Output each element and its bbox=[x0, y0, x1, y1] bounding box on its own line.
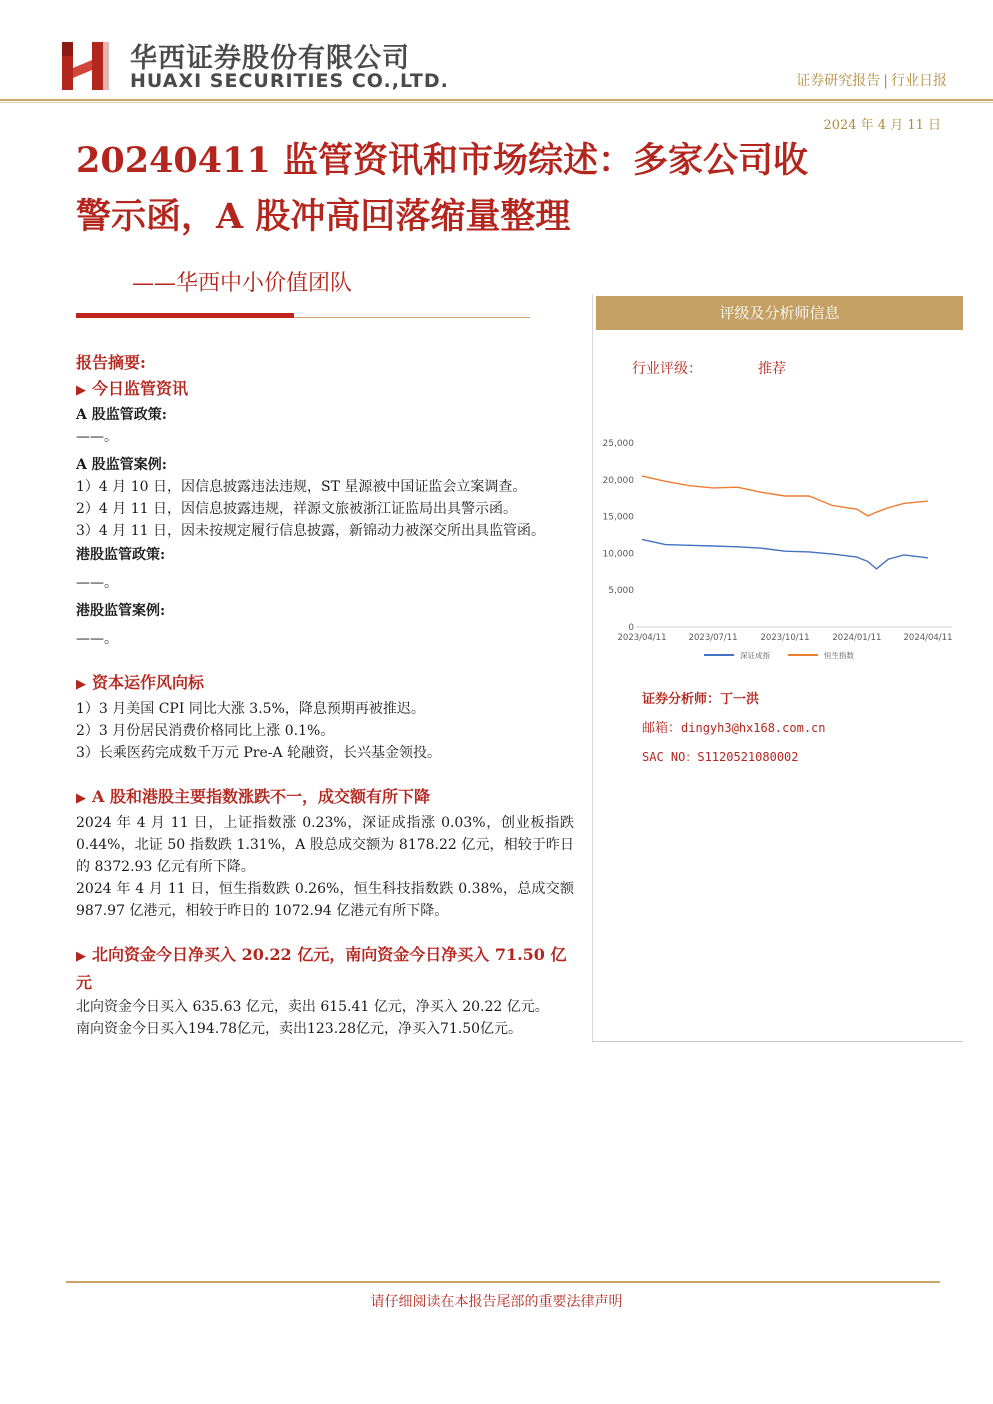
paragraph: 2）3 月份居民消费价格同比上涨 0.1%。 bbox=[76, 723, 335, 739]
paragraph: 3）长乘医药完成数千万元 Pre-A 轮融资，长兴基金领投。 bbox=[76, 745, 442, 761]
legend-label: 深证成指 bbox=[740, 651, 770, 660]
footer-divider bbox=[66, 1281, 940, 1283]
report-title-line1: 20240411 监管资讯和市场综述：多家公司收 bbox=[76, 140, 809, 181]
section-title-text: A 股和港股主要指数涨跌不一，成交额有所下降 bbox=[92, 787, 430, 806]
report-subtype-label: 行业日报 bbox=[891, 73, 947, 89]
company-name-en: HUAXI SECURITIES CO.,LTD. bbox=[130, 70, 449, 92]
section-title-text: 今日监管资讯 bbox=[92, 379, 189, 398]
paragraph: 2024 年 4 月 11 日，上证指数涨 0.23%，深证成指涨 0.03%，创业板指跌 0.44%，北证 50 指数跌 1.31%，A 股总成交额为 8178.22 亿元，相较于昨日的 8372.93 亿元有所下降。 bbox=[76, 815, 574, 875]
report-title-line2: 警示函，A 股冲高回落缩量整理 bbox=[76, 196, 571, 237]
triangle-bullet-icon: ▶ bbox=[76, 383, 86, 398]
paragraph: ——。 bbox=[76, 575, 118, 591]
rating-panel bbox=[592, 294, 963, 1042]
paragraph: 北向资金今日买入 635.63 亿元，卖出 615.41 亿元，净买入 20.22 亿元。 bbox=[76, 999, 549, 1015]
title-divider-accent bbox=[76, 313, 294, 318]
x-tick-label: 2023/04/11 bbox=[617, 633, 667, 643]
paragraph: 3）4 月 11 日，因未按规定履行信息披露，新锦动力被深交所出具监管函。 bbox=[76, 523, 545, 539]
x-tick-label: 2023/10/11 bbox=[760, 633, 810, 643]
section-title-text: 资本运作风向标 bbox=[92, 673, 205, 692]
subsection-title: 港股监管案例: bbox=[76, 603, 166, 619]
y-tick-label: 25,000 bbox=[602, 439, 634, 449]
index-line-chart bbox=[596, 430, 960, 666]
subsection-title: A 股监管政策: bbox=[76, 407, 167, 423]
triangle-bullet-icon: ▶ bbox=[76, 949, 86, 964]
analyst-row bbox=[642, 685, 826, 714]
section-title bbox=[76, 784, 574, 812]
report-title bbox=[76, 133, 926, 245]
x-tick-label: 2024/01/11 bbox=[832, 633, 882, 643]
company-name-cn: 华西证券股份有限公司 bbox=[130, 43, 410, 74]
report-date: 2024 年 4 月 11 日 bbox=[823, 118, 941, 133]
summary-heading: 报告摘要: bbox=[76, 353, 146, 372]
legend-label: 恒生指数 bbox=[824, 651, 854, 660]
report-type-label: 证券研究报告 bbox=[796, 73, 881, 89]
paragraph: 南向资金今日买入194.78亿元，卖出123.28亿元，净买入71.50亿元。 bbox=[76, 1021, 523, 1037]
industry-rating-label: 行业评级： bbox=[632, 361, 702, 377]
paragraph: 1）4 月 10 日，因信息披露违法违规，ST 星源被中国证监会立案调查。 bbox=[76, 479, 527, 495]
analyst-label: 证券分析师： bbox=[642, 692, 721, 707]
analyst-name: 丁一洪 bbox=[720, 692, 760, 707]
paragraph: 2）4 月 11 日，因信息披露违规，祥源文旅被浙江证监局出具警示函。 bbox=[76, 501, 517, 517]
series-line-hsi bbox=[642, 476, 928, 516]
paragraph: 2024 年 4 月 11 日，恒生指数跌 0.26%，恒生科技指数跌 0.38%，总成交额 987.97 亿港元，相较于昨日的 1072.94 亿港元有所下降。 bbox=[76, 881, 574, 919]
report-type bbox=[796, 70, 947, 90]
report-summary bbox=[76, 350, 574, 1040]
sac-label: SAC NO： bbox=[642, 750, 698, 764]
sac-number: S1120521080002 bbox=[697, 750, 799, 764]
subsection-title: A 股监管案例: bbox=[76, 457, 167, 473]
triangle-bullet-icon: ▶ bbox=[76, 677, 86, 692]
paragraph: 1）3 月美国 CPI 同比大涨 3.5%，降息预期再被推迟。 bbox=[76, 701, 425, 717]
chart-svg bbox=[596, 430, 960, 666]
analyst-info bbox=[642, 685, 826, 772]
separator: | bbox=[883, 73, 888, 89]
huaxi-logo-icon bbox=[62, 38, 118, 94]
analyst-email[interactable]: dingyh3@hx168.com.cn bbox=[681, 721, 826, 735]
team-name: ——华西中小价值团队 bbox=[132, 271, 353, 296]
email-row bbox=[642, 714, 826, 743]
paragraph: ——。 bbox=[76, 631, 118, 647]
y-tick-label: 15,000 bbox=[602, 512, 634, 523]
rating-panel-heading: 评级及分析师信息 bbox=[596, 296, 963, 330]
x-tick-label: 2023/07/11 bbox=[688, 633, 738, 643]
section-title bbox=[76, 942, 574, 996]
section-title-text: 北向资金今日净买入 20.22 亿元，南向资金今日净买入 71.50 亿元 bbox=[76, 945, 567, 992]
y-tick-label: 10,000 bbox=[602, 549, 634, 560]
series-line-szse bbox=[642, 539, 928, 569]
title-divider bbox=[294, 317, 530, 318]
section-title bbox=[76, 670, 574, 698]
header-divider-secondary bbox=[0, 102, 993, 103]
y-tick-label: 0 bbox=[628, 623, 634, 633]
x-tick-label: 2024/04/11 bbox=[903, 633, 953, 643]
legal-notice: 请仔细阅读在本报告尾部的重要法律声明 bbox=[370, 1294, 623, 1310]
y-tick-label: 5,000 bbox=[608, 586, 634, 597]
triangle-bullet-icon: ▶ bbox=[76, 791, 86, 806]
sac-row bbox=[642, 743, 826, 772]
header-divider bbox=[0, 99, 993, 101]
email-label: 邮箱： bbox=[642, 721, 682, 736]
section-title bbox=[76, 376, 574, 404]
industry-rating-value: 推荐 bbox=[758, 361, 786, 377]
subsection-title: 港股监管政策: bbox=[76, 547, 166, 563]
y-tick-label: 20,000 bbox=[602, 475, 634, 486]
paragraph: ——。 bbox=[76, 429, 118, 445]
